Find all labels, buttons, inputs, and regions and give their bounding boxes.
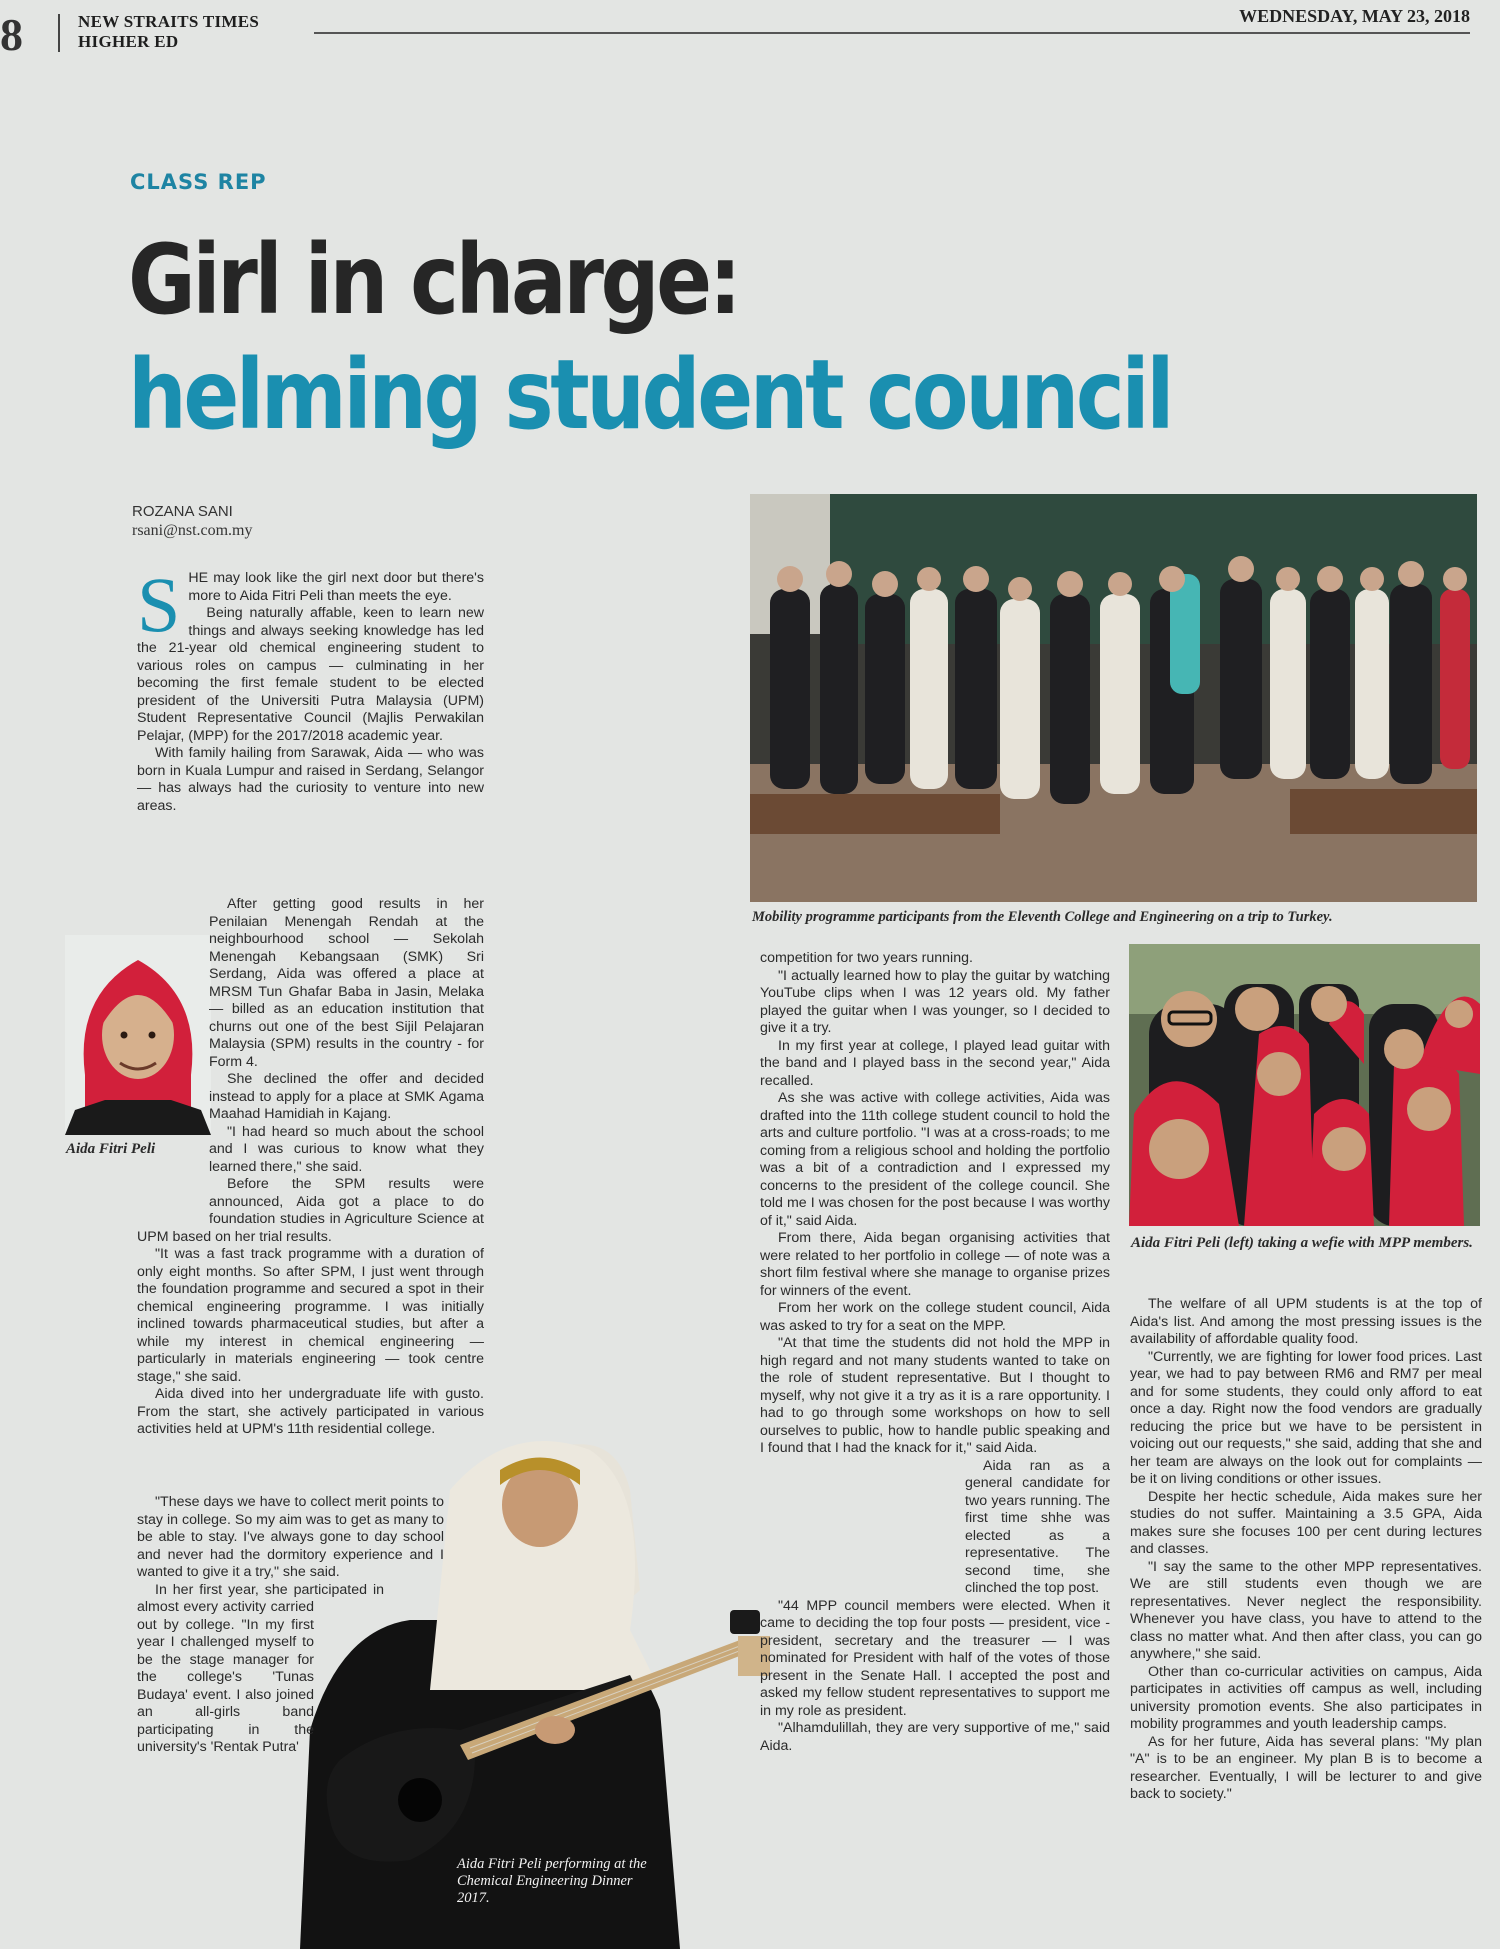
paragraph: As for her future, Aida has several plans: "My plan "A" is to be an engineer. My plan B is to become a researcher. Eventually, I will be lecturer to and give back to society." — [1130, 1733, 1482, 1802]
article-column-1-upper — [137, 561, 484, 815]
paragraph: She declined the offer and decided instead to apply for a place at SMK Agama Maahad Hamidiah in Kajang. — [209, 1071, 484, 1122]
paragraph: As she was active with college activities, Aida was drafted into the 11th college student council to hold the arts and culture portfolio. "I was at a cross-roads; to me coming from a religious school and holding the portfolio was a bit of a contradiction and I expressed my concerns to the president of the college council. She told me I was chosen for the post because I was worthy of it," said Aida. — [760, 1090, 1110, 1229]
guitar-caption: Aida Fitri Peli performing at the Chemical Engineering Dinner 2017. — [457, 1856, 647, 1906]
issue-date: WEDNESDAY, MAY 23, 2018 — [1239, 6, 1470, 26]
paragraph: "At that time the students did not hold the MPP in high regard and not many students wanted to take on the role of student representative. But I thought to myself, why not give it a try as it is a rare opportunity. I had to go through some workshops on how to sell ourselves to public, how to handle public speaking and I found that I had the knack for it," said Aida. — [760, 1335, 1110, 1456]
paragraph: From her work on the college student council, Aida was asked to try for a seat on the MPP. — [760, 1300, 1110, 1334]
article-column-2 — [760, 950, 1110, 1755]
byline-name: ROZANA SANI — [132, 503, 233, 520]
paragraph: From there, Aida began organising activities that were related to her portfolio in college — of note was a short film festival where she manage to organise prizes for winners of the event. — [760, 1230, 1110, 1299]
page-number: 8 — [0, 9, 23, 60]
paragraph: After getting good results in her Penilaian Menengah Rendah at the neighbourhood school — Sekolah Menengah Kebangsaan (SMK) Sri Serdang, Aida was offered a place at MRSM Tun Ghafar Baba in Jasin, Melaka — billed as an education institution that churns out one of the best Sijil Pelajaran Malaysia (SPM) results in the country - for Form 4. — [209, 896, 484, 1070]
paragraph: "It was a fast track programme with a duration of only eight months. So after SPM, I just went through the foundation programme and secured a spot in their chemical engineering programme. I was initially inclined towards pharmaceutical studies, but after a while my interest in chemical engineering — particularly in materials engineering — took centre stage," she said. — [137, 1246, 484, 1385]
paragraph: "44 MPP council members were elected. When it came to deciding the top four posts — president, vice -president, secretary and the treasurer — I was nominated for President with half of the votes of those present in the Senate Hall. I accepted the post and asked my fellow student representatives to support me in my role as president. — [760, 1597, 1110, 1719]
byline — [132, 502, 253, 540]
paragraph: Other than co-curricular activities on campus, Aida participates in activities off campus as well, including university promotion events. She also participates in mobility programmes and youth leadership camps. — [1130, 1663, 1482, 1732]
paragraph: Aida ran as a general candidate for two years running. The first time shhe was elected as a representative. The second time, she clinched the top post. — [965, 1457, 1110, 1596]
header-rule — [314, 32, 1470, 34]
article-column-1-middle — [137, 896, 484, 1439]
guitar-wrap-space — [760, 1458, 965, 1598]
byline-email: rsani@nst.com.my — [132, 522, 253, 539]
paragraph: competition for two years running. — [760, 950, 973, 966]
paragraph: "I say the same to the other MPP representatives. We are still students even though we are representatives. Never neglect the responsibility. Whenever you have class, you have to attend to the class no matter what. And then after class, you can go anywhere," she said. — [1130, 1558, 1482, 1662]
portrait-caption: Aida Fitri Peli — [66, 1141, 156, 1157]
wrap-space — [444, 1494, 484, 1564]
paragraph: Aida dived into her undergraduate life with gusto. From the start, she actively participated in various activities held at UPM's 11th residential college. — [137, 1386, 484, 1437]
paragraph: In my first year at college, I played lead guitar with the band and I played bass in the second year," Aida recalled. — [760, 1037, 1110, 1089]
headline-line-2: helming student council — [128, 339, 1172, 451]
kicker: CLASS REP — [130, 170, 267, 194]
paragraph: Despite her hectic schedule, Aida makes sure her studies do not suffer. Maintaining a 3.5 GPA, Aida makes sure she focuses 100 per cent during lectures and classes. — [1130, 1488, 1482, 1557]
group-photo — [750, 494, 1477, 902]
article-column-3 — [1130, 1296, 1482, 1804]
paragraph: HE may look like the girl next door but there's more to Aida Fitri Peli than meets the eye. — [188, 570, 484, 604]
article-column-1-lower — [137, 1494, 484, 1916]
wrap-space — [314, 1616, 484, 1916]
drop-cap: S — [137, 561, 181, 648]
paragraph: "Currently, we are fighting for lower food prices. Last year, we had to pay between RM6 and RM7 per meal and for some students, they could only afford to eat once a day. Right now the food vendors are gradually reducing the price but we have to be persistent in voicing out our requests," she said, adding that she and her team are always on the look out for complaints — be it on living conditions or other issues. — [1130, 1348, 1482, 1487]
paragraph: In her first year, she participated in almost every activity carried out by college. "In my first year I challenged myself to be the stage manager for the college's 'Tunas Budaya' event. I also joined an all-girls band participating in the university's 'Rentak Putra' — [137, 1581, 384, 1755]
paragraph: "These days we have to collect merit points to stay in college. So my aim was to get as many to be able to stay. I've always gone to day school and never had the dormitory experience and I wanted to give it a try," she said. — [137, 1494, 444, 1580]
paragraph: "I had heard so much about the school and I was curious to know what they learned there," she said. — [209, 1123, 484, 1175]
headline-line-1: Girl in charge: — [128, 224, 739, 336]
portrait-wrap-space — [137, 896, 209, 1218]
group-photo-caption: Mobility programme participants from the Eleventh College and Engineering on a trip to Turkey. — [752, 909, 1333, 925]
paragraph: With family hailing from Sarawak, Aida — who was born in Kuala Lumpur and raised in Serdang, Selangor — has always had the curiosity to venture into new areas. — [137, 745, 484, 814]
paragraph: "I actually learned how to play the guitar by watching YouTube clips when I was 12 years old. My father played the guitar when I was younger, so I decided to give it a try. — [760, 967, 1110, 1036]
section-name: HIGHER ED — [78, 32, 179, 51]
wefie-image — [1129, 944, 1480, 1226]
wrap-space — [384, 1564, 484, 1616]
paragraph: The welfare of all UPM students is at the top of Aida's list. And among the most pressing issues is the availability of affordable quality food. — [1130, 1296, 1482, 1347]
publication-name: NEW STRAITS TIMES — [78, 12, 260, 31]
wefie-caption: Aida Fitri Peli (left) taking a wefie with MPP members. — [1131, 1235, 1473, 1251]
header-divider — [58, 14, 60, 52]
paragraph: "Alhamdulillah, they are very supportive of me," said Aida. — [760, 1720, 1110, 1754]
paragraph: Being naturally affable, keen to learn new things and always seeking knowledge has led the 21-year old chemical engineering student to various roles on campus — culminating in her becoming the first female student to be elected president of the Universiti Putra Malaysia (UPM) Student Representative Council (Majlis Perwakilan Pelajar, (MPP) for the 2017/2018 academic year. — [137, 605, 484, 744]
paragraph: Before the SPM results were announced, Aida got a place to do foundation studies in Agriculture Science at UPM based on her trial results. — [137, 1176, 484, 1245]
group-photo-image — [750, 494, 1477, 902]
masthead — [78, 12, 259, 52]
wefie-photo — [1129, 944, 1480, 1226]
